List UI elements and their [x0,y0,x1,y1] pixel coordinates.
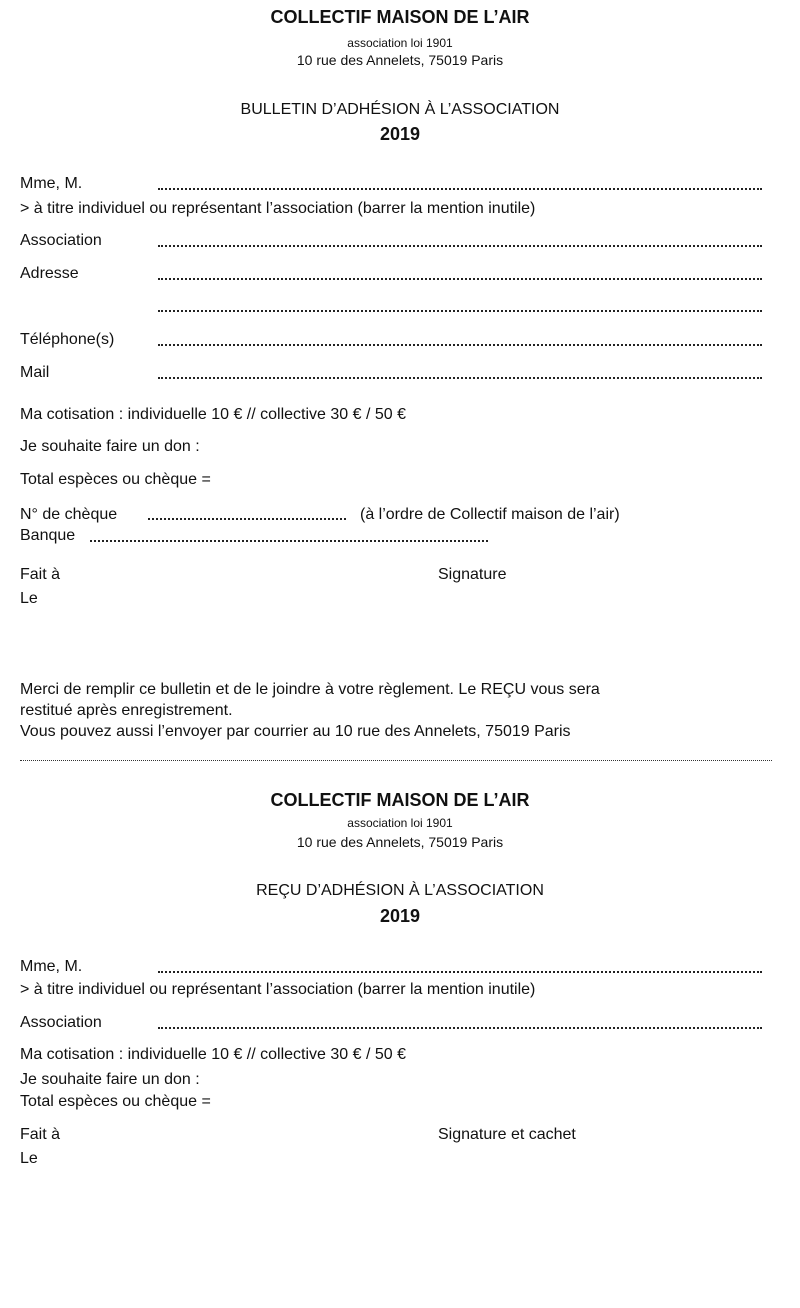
bulletin-address-field-2[interactable] [158,310,762,312]
bulletin-association-label: Association [20,232,102,249]
receipt-association-field[interactable] [158,1027,762,1029]
receipt-made-at-label: Fait à [20,1126,61,1143]
bulletin-cheque-label: N° de chèque [20,506,118,523]
bulletin-bank-field[interactable] [90,540,488,542]
receipt-fee-line: Ma cotisation : individuelle 10 € // collective 30 € / 50 € [20,1046,406,1063]
bulletin-cheque-order: (à l’ordre de Collectif maison de l’air) [360,506,620,523]
bulletin-made-at-label: Fait à [20,566,61,583]
bulletin-doc-title: BULLETIN D’ADHÉSION À L’ASSOCIATION [240,101,560,118]
bulletin-association-field[interactable] [158,245,762,247]
receipt-association-label: Association [20,1014,102,1031]
bulletin-date-label: Le [20,590,38,607]
bulletin-donation-line: Je souhaite faire un don : [20,438,200,455]
receipt-date-label: Le [20,1150,38,1167]
bulletin-instructions-line-2: restitué après enregistrement. [20,702,233,719]
bulletin-org-name: COLLECTIF MAISON DE L’AIR [270,7,530,27]
bulletin-name-field[interactable] [158,188,762,190]
bulletin-year: 2019 [379,124,421,144]
receipt-org-name: COLLECTIF MAISON DE L’AIR [270,790,530,810]
bulletin-phone-field[interactable] [158,344,762,346]
receipt-org-address: 10 rue des Annelets, 75019 Paris [296,834,504,850]
receipt-donation-line: Je souhaite faire un don : [20,1071,200,1088]
receipt-year: 2019 [379,906,421,926]
receipt-capacity-note: > à titre individuel ou représentant l’association (barrer la mention inutile) [20,981,536,998]
bulletin-signature-label: Signature [438,566,507,583]
receipt-total-line: Total espèces ou chèque = [20,1093,211,1110]
bulletin-address-label: Adresse [20,265,79,282]
receipt-name-field[interactable] [158,971,762,973]
bulletin-mail-field[interactable] [158,377,762,379]
bulletin-bank-label: Banque [20,527,76,544]
bulletin-capacity-note: > à titre individuel ou représentant l’association (barrer la mention inutile) [20,200,536,217]
bulletin-mail-label: Mail [20,364,50,381]
bulletin-phone-label: Téléphone(s) [20,331,115,348]
receipt-signature-label: Signature et cachet [438,1126,576,1143]
bulletin-instructions-line-1: Merci de remplir ce bulletin et de le joindre à votre règlement. Le REÇU vous sera [20,681,600,698]
cut-line-separator [20,760,772,761]
bulletin-fee-line: Ma cotisation : individuelle 10 € // collective 30 € / 50 € [20,406,406,423]
receipt-doc-title: REÇU D’ADHÉSION À L’ASSOCIATION [256,882,544,899]
bulletin-total-line: Total espèces ou chèque = [20,471,211,488]
bulletin-address-field-1[interactable] [158,278,762,280]
receipt-name-label: Mme, M. [20,958,83,975]
bulletin-name-label: Mme, M. [20,175,83,192]
bulletin-org-address: 10 rue des Annelets, 75019 Paris [296,52,504,68]
receipt-org-status: association loi 1901 [347,816,453,830]
bulletin-org-status: association loi 1901 [347,36,453,50]
bulletin-cheque-field[interactable] [148,518,346,520]
bulletin-instructions-line-3: Vous pouvez aussi l’envoyer par courrier au 10 rue des Annelets, 75019 Paris [20,723,571,740]
